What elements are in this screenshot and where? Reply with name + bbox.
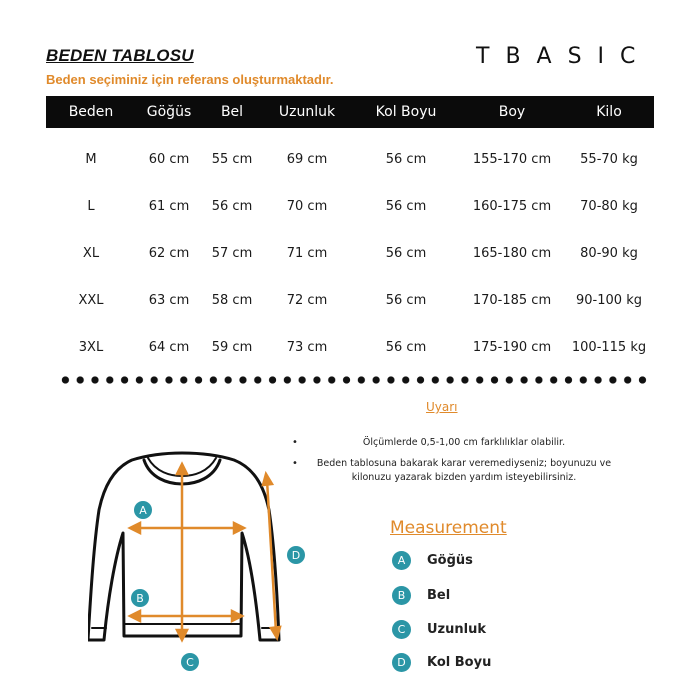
cell-uzunluk: 72 cm: [286, 293, 328, 308]
col-boy: Boy: [460, 96, 564, 128]
legend-label: Uzunluk: [427, 622, 486, 637]
arrow-c-top: [177, 464, 187, 474]
cell-gogus: 64 cm: [148, 340, 190, 355]
cell-bel: 57 cm: [211, 246, 253, 261]
dotted-divider: [58, 374, 650, 386]
page-title: BEDEN TABLOSU: [46, 46, 194, 65]
note-item: [292, 457, 622, 485]
legend-label: Kol Boyu: [427, 655, 492, 670]
arrow-d-bottom: [271, 627, 280, 638]
warning-notes: [292, 436, 622, 492]
bullet-icon: •: [292, 458, 298, 469]
legend-label: Göğüs: [427, 553, 473, 568]
cell-bel: 55 cm: [211, 152, 253, 167]
arrow-b-left: [130, 611, 140, 621]
legend-item-b: [392, 586, 450, 605]
brand-logo: TBASIC: [476, 44, 652, 69]
legend-item-d: [392, 653, 491, 672]
arrow-c-bottom: [177, 630, 187, 640]
legend-item-c: [392, 620, 486, 639]
note-item: [292, 436, 622, 450]
cell-kol-boyu: 56 cm: [385, 199, 427, 214]
cell-uzunluk: 71 cm: [286, 246, 328, 261]
cell-boy: 160-175 cm: [472, 199, 552, 214]
size-table: [46, 96, 654, 371]
bullet-icon: •: [292, 437, 298, 448]
cell-bel: 56 cm: [211, 199, 253, 214]
cell-uzunluk: 69 cm: [286, 152, 328, 167]
cell-kilo: 55-70 kg: [580, 152, 638, 167]
cell-gogus: 63 cm: [148, 293, 190, 308]
cell-boy: 175-190 cm: [472, 340, 552, 355]
cell-beden: L: [87, 199, 95, 214]
cell-boy: 165-180 cm: [472, 246, 552, 261]
cell-kilo: 100-115 kg: [571, 340, 647, 355]
sweatshirt-diagram: [88, 448, 318, 678]
cell-boy: 170-185 cm: [472, 293, 552, 308]
table-row: [46, 230, 654, 277]
cell-bel: 58 cm: [211, 293, 253, 308]
legend-item-a: [392, 551, 473, 570]
table-header-row: [46, 96, 654, 128]
note-text: Ölçümlerde 0,5-1,00 cm farklılıklar olabilir.: [362, 437, 566, 448]
cell-kilo: 90-100 kg: [576, 293, 642, 308]
arrow-a-right: [234, 523, 244, 533]
col-kol-boyu: Kol Boyu: [352, 96, 460, 128]
cell-gogus: 62 cm: [148, 246, 190, 261]
cell-kol-boyu: 56 cm: [385, 293, 427, 308]
cell-beden: XL: [82, 246, 100, 261]
badge-d-icon: D: [392, 653, 411, 672]
page-subtitle: Beden seçiminiz için referans oluşturmaktadır.: [46, 72, 334, 87]
col-bel: Bel: [202, 96, 262, 128]
cell-beden: XXL: [78, 293, 104, 308]
table-row: [46, 183, 654, 230]
cell-uzunluk: 70 cm: [286, 199, 328, 214]
badge-c-letter: C: [186, 656, 194, 669]
cell-beden: M: [85, 152, 97, 167]
badge-b-icon: B: [392, 586, 411, 605]
arrow-a-left: [130, 523, 140, 533]
table-row: [46, 277, 654, 324]
badge-a-icon: A: [392, 551, 411, 570]
col-kilo: Kilo: [564, 96, 654, 128]
table-row: [46, 324, 654, 371]
warning-title: Uyarı: [426, 400, 458, 414]
cell-kilo: 80-90 kg: [580, 246, 638, 261]
col-gogus: Göğüs: [136, 96, 202, 128]
legend-label: Bel: [427, 588, 451, 603]
cell-kol-boyu: 56 cm: [385, 152, 427, 167]
cell-gogus: 60 cm: [148, 152, 190, 167]
cell-bel: 59 cm: [211, 340, 253, 355]
note-text: Beden tablosuna bakarak karar veremediyseniz; boyunuzu ve kilonuzu yazarak bizden yardım isteyebilirsiniz.: [316, 458, 612, 483]
cell-gogus: 61 cm: [148, 199, 190, 214]
cell-kol-boyu: 56 cm: [385, 246, 427, 261]
badge-b-letter: B: [136, 592, 144, 605]
col-uzunluk: Uzunluk: [262, 96, 352, 128]
measurement-title: Measurement: [390, 518, 507, 538]
cell-kilo: 70-80 kg: [580, 199, 638, 214]
arrow-d-top: [263, 474, 272, 485]
badge-d-letter: D: [291, 549, 301, 562]
cell-boy: 155-170 cm: [472, 152, 552, 167]
badge-a-letter: A: [139, 504, 147, 517]
table-row: [46, 128, 654, 183]
cell-kol-boyu: 56 cm: [385, 340, 427, 355]
cell-beden: 3XL: [78, 340, 104, 355]
badge-c-icon: C: [392, 620, 411, 639]
sweatshirt-outline: [88, 453, 279, 640]
cell-uzunluk: 73 cm: [286, 340, 328, 355]
col-beden: Beden: [46, 96, 136, 128]
